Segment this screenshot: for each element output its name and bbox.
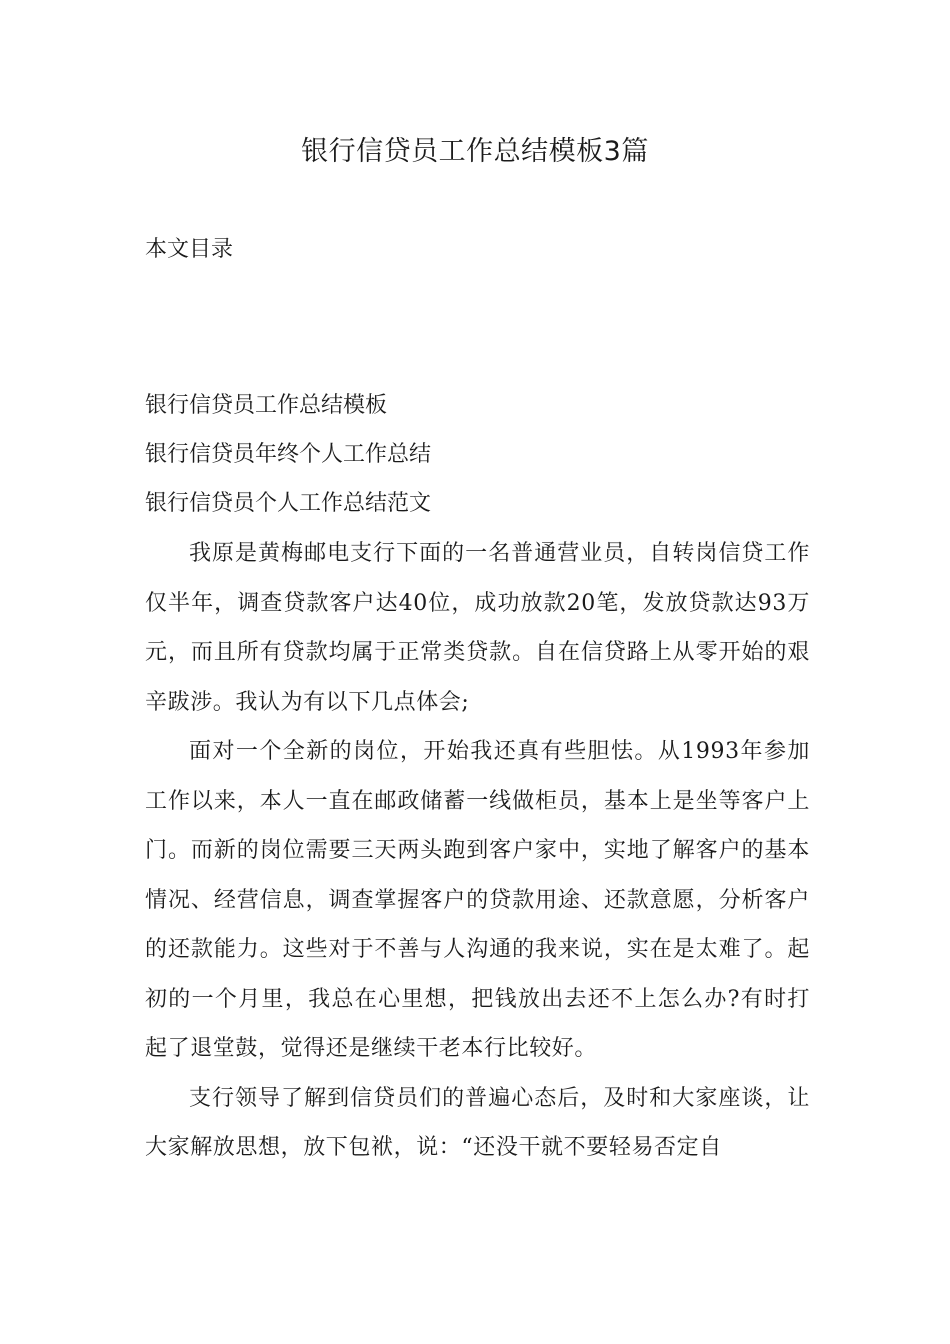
body-paragraph: 面对一个全新的岗位，开始我还真有些胆怯。从1993年参加工作以来，本人一直在邮政储蓄一线做柜员，基本上是坐等客户上门。而新的岗位需要三天两头跑到客户家中，实地了解客户的基本情况、经营信息，调查掌握客户的贷款用途、还款意愿，分析客户的还款能力。这些对于不善与人沟通的我来说，实在是太难了。起初的一个月里，我总在心里想，把钱放出去还不上怎么办?有时打起了退堂鼓，觉得还是继续干老本行比较好。: [145, 739, 810, 1061]
body-paragraph: 我原是黄梅邮电支行下面的一名普通营业员，自转岗信贷工作仅半年，调查贷款客户达40位，成功放款20笔，发放贷款达93万元，而且所有贷款均属于正常类贷款。自在信贷路上从零开始的艰辛跋涉。我认为有以下几点体会;: [145, 541, 810, 715]
document-title: 银行信贷员工作总结模板3篇: [301, 136, 649, 167]
toc-list: [145, 381, 825, 528]
toc-item[interactable]: 银行信贷员工作总结模板: [145, 393, 388, 418]
toc-item[interactable]: 银行信贷员个人工作总结范文: [145, 491, 432, 516]
body-text: [145, 529, 810, 1173]
body-paragraph: 支行领导了解到信贷员们的普遍心态后，及时和大家座谈，让大家解放思想，放下包袱，说：“还没干就不要轻易否定自: [145, 1085, 810, 1160]
toc-item[interactable]: 银行信贷员年终个人工作总结: [145, 442, 432, 467]
toc-heading: 本文目录: [145, 237, 234, 262]
